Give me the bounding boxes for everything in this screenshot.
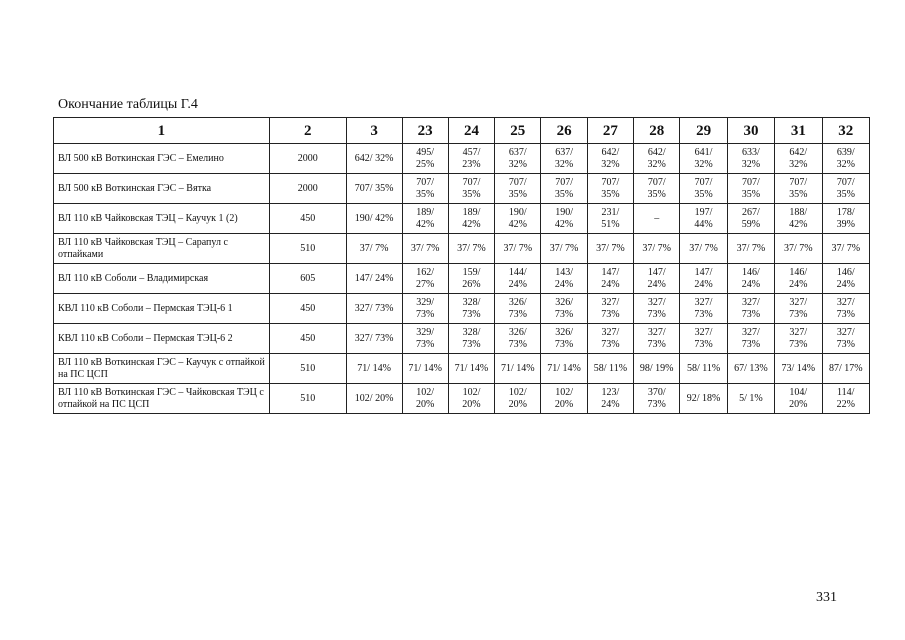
load-cell: 147/ 24% (680, 264, 727, 294)
load-cell: 37/ 7% (727, 234, 774, 264)
load-cell: 707/ 35% (822, 174, 870, 204)
col-header: 27 (587, 118, 633, 144)
load-cell: 37/ 7% (634, 234, 680, 264)
load-cell: 114/ 22% (822, 384, 870, 414)
rated-value-cell: 2000 (269, 144, 346, 174)
load-cell: 143/ 24% (541, 264, 587, 294)
load-cell: 71/ 14% (541, 354, 587, 384)
load-cell: 87/ 17% (822, 354, 870, 384)
load-cell: 707/ 35% (680, 174, 727, 204)
load-cell: 37/ 7% (402, 234, 448, 264)
load-cell: 102/ 20% (448, 384, 494, 414)
line-name-cell: ВЛ 110 кВ Чайковская ТЭЦ – Каучук 1 (2) (54, 204, 270, 234)
load-cell: 327/ 73% (346, 324, 402, 354)
load-cell: 5/ 1% (727, 384, 774, 414)
rated-value-cell: 510 (269, 354, 346, 384)
load-cell: 267/ 59% (727, 204, 774, 234)
line-name-cell: ВЛ 110 кВ Соболи – Владимирская (54, 264, 270, 294)
load-cell: 146/ 24% (775, 264, 822, 294)
table-row (54, 204, 870, 234)
load-cell: 231/ 51% (587, 204, 633, 234)
load-cell: 71/ 14% (495, 354, 541, 384)
load-cell: 190/ 42% (346, 204, 402, 234)
table-caption: Окончание таблицы Г.4 (58, 97, 198, 112)
load-cell: 189/ 42% (402, 204, 448, 234)
load-cell: 147/ 24% (346, 264, 402, 294)
line-name-cell: ВЛ 500 кВ Воткинская ГЭС – Емелино (54, 144, 270, 174)
load-cell: 92/ 18% (680, 384, 727, 414)
load-cell: 123/ 24% (587, 384, 633, 414)
load-cell: 707/ 35% (541, 174, 587, 204)
col-header: 25 (495, 118, 541, 144)
load-cell: 98/ 19% (634, 354, 680, 384)
load-cell: 144/ 24% (495, 264, 541, 294)
table-row (54, 264, 870, 294)
table-row (54, 234, 870, 264)
load-cell: 71/ 14% (346, 354, 402, 384)
load-cell: 707/ 35% (402, 174, 448, 204)
load-cell: 327/ 73% (680, 324, 727, 354)
col-header: 1 (54, 118, 270, 144)
load-cell: 329/ 73% (402, 324, 448, 354)
load-cell: 328/ 73% (448, 294, 494, 324)
load-cell: 73/ 14% (775, 354, 822, 384)
line-name-cell: КВЛ 110 кВ Соболи – Пермская ТЭЦ-6 2 (54, 324, 270, 354)
table-row (54, 354, 870, 384)
load-cell: 327/ 73% (634, 294, 680, 324)
load-cell: 71/ 14% (402, 354, 448, 384)
load-cell: 37/ 7% (680, 234, 727, 264)
rated-value-cell: 605 (269, 264, 346, 294)
col-header: 32 (822, 118, 870, 144)
table-row (54, 174, 870, 204)
load-cell: 71/ 14% (448, 354, 494, 384)
load-cell: 58/ 11% (680, 354, 727, 384)
load-cell: 189/ 42% (448, 204, 494, 234)
load-cell: 58/ 11% (587, 354, 633, 384)
load-cell: 326/ 73% (541, 294, 587, 324)
load-cell: 104/ 20% (775, 384, 822, 414)
load-cell: 190/ 42% (495, 204, 541, 234)
load-cell: 707/ 35% (448, 174, 494, 204)
load-cell: 188/ 42% (775, 204, 822, 234)
rated-value-cell: 2000 (269, 174, 346, 204)
line-name-cell: КВЛ 110 кВ Соболи – Пермская ТЭЦ-6 1 (54, 294, 270, 324)
col-header: 29 (680, 118, 727, 144)
col-header: 24 (448, 118, 494, 144)
load-cell: 327/ 73% (775, 324, 822, 354)
load-cell: 146/ 24% (727, 264, 774, 294)
load-cell: 642/ 32% (775, 144, 822, 174)
load-cell: 147/ 24% (587, 264, 633, 294)
rated-value-cell: 450 (269, 294, 346, 324)
load-cell: 327/ 73% (775, 294, 822, 324)
load-cell: 329/ 73% (402, 294, 448, 324)
load-cell: 327/ 73% (587, 294, 633, 324)
load-cell: 178/ 39% (822, 204, 870, 234)
load-cell: 162/ 27% (402, 264, 448, 294)
load-cell: 37/ 7% (822, 234, 870, 264)
table-row (54, 384, 870, 414)
load-cell: 641/ 32% (680, 144, 727, 174)
rated-value-cell: 450 (269, 324, 346, 354)
load-cell: 327/ 73% (822, 324, 870, 354)
load-cell: – (634, 204, 680, 234)
col-header: 23 (402, 118, 448, 144)
load-cell: 707/ 35% (727, 174, 774, 204)
load-cell: 37/ 7% (587, 234, 633, 264)
table-body (54, 144, 870, 414)
load-cell: 707/ 35% (634, 174, 680, 204)
load-cell: 457/ 23% (448, 144, 494, 174)
load-cell: 495/ 25% (402, 144, 448, 174)
col-header: 30 (727, 118, 774, 144)
load-cell: 190/ 42% (541, 204, 587, 234)
load-cell: 328/ 73% (448, 324, 494, 354)
load-cell: 326/ 73% (541, 324, 587, 354)
load-cell: 327/ 73% (346, 294, 402, 324)
load-cell: 327/ 73% (727, 324, 774, 354)
load-cell: 146/ 24% (822, 264, 870, 294)
load-cell: 642/ 32% (634, 144, 680, 174)
page-number: 331 (816, 590, 837, 605)
load-cell: 637/ 32% (541, 144, 587, 174)
load-cell: 37/ 7% (495, 234, 541, 264)
load-cell: 102/ 20% (495, 384, 541, 414)
load-cell: 327/ 73% (587, 324, 633, 354)
load-cell: 642/ 32% (587, 144, 633, 174)
load-cell: 37/ 7% (448, 234, 494, 264)
load-cell: 37/ 7% (346, 234, 402, 264)
load-cell: 326/ 73% (495, 324, 541, 354)
col-header: 2 (269, 118, 346, 144)
rated-value-cell: 510 (269, 234, 346, 264)
load-cell: 327/ 73% (727, 294, 774, 324)
load-cell: 327/ 73% (634, 324, 680, 354)
load-cell: 370/ 73% (634, 384, 680, 414)
line-name-cell: ВЛ 110 кВ Воткинская ГЭС – Чайковская ТЭЦ с отпайкой на ПС ЦСП (54, 384, 270, 414)
load-cell: 102/ 20% (541, 384, 587, 414)
load-cell: 327/ 73% (822, 294, 870, 324)
load-cell: 327/ 73% (680, 294, 727, 324)
line-name-cell: ВЛ 110 кВ Воткинская ГЭС – Каучук с отпайкой на ПС ЦСП (54, 354, 270, 384)
col-header: 3 (346, 118, 402, 144)
load-cell: 197/ 44% (680, 204, 727, 234)
header-row (54, 118, 870, 144)
load-cell: 102/ 20% (402, 384, 448, 414)
col-header: 26 (541, 118, 587, 144)
rated-value-cell: 450 (269, 204, 346, 234)
load-cell: 147/ 24% (634, 264, 680, 294)
load-cell: 707/ 35% (587, 174, 633, 204)
load-cell: 637/ 32% (495, 144, 541, 174)
load-cell: 639/ 32% (822, 144, 870, 174)
load-cell: 67/ 13% (727, 354, 774, 384)
table-row (54, 324, 870, 354)
table-row (54, 294, 870, 324)
load-cell: 707/ 35% (495, 174, 541, 204)
rated-value-cell: 510 (269, 384, 346, 414)
table-row (54, 144, 870, 174)
col-header: 28 (634, 118, 680, 144)
load-cell: 159/ 26% (448, 264, 494, 294)
load-cell: 642/ 32% (346, 144, 402, 174)
load-cell: 707/ 35% (346, 174, 402, 204)
load-cell: 326/ 73% (495, 294, 541, 324)
load-cell: 102/ 20% (346, 384, 402, 414)
line-name-cell: ВЛ 110 кВ Чайковская ТЭЦ – Сарапул с отпайками (54, 234, 270, 264)
data-table (53, 117, 870, 414)
col-header: 31 (775, 118, 822, 144)
load-cell: 37/ 7% (541, 234, 587, 264)
load-cell: 633/ 32% (727, 144, 774, 174)
line-name-cell: ВЛ 500 кВ Воткинская ГЭС – Вятка (54, 174, 270, 204)
load-cell: 37/ 7% (775, 234, 822, 264)
load-cell: 707/ 35% (775, 174, 822, 204)
